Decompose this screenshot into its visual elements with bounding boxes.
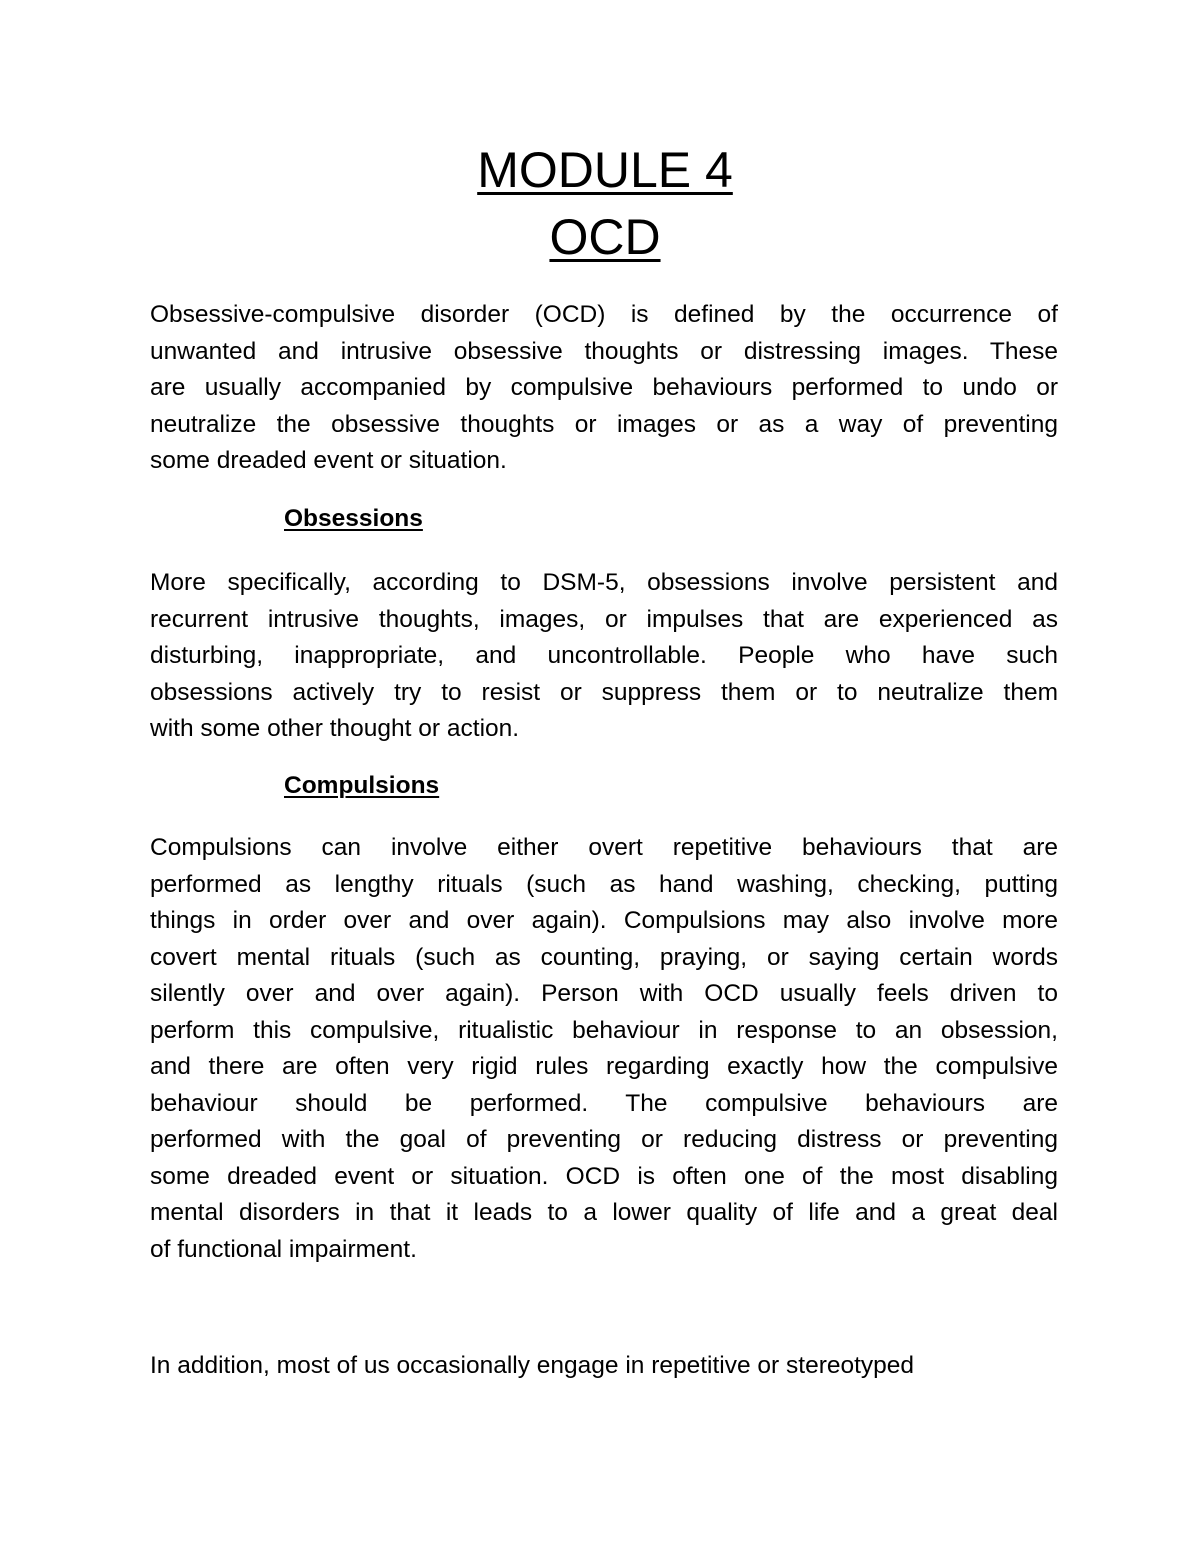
compulsions-line: behaviour should be performed. The compulsive behaviours are <box>150 1089 1058 1117</box>
obsessions-line: recurrent intrusive thoughts, images, or impulses that are experienced as <box>150 605 1058 633</box>
compulsions-line: performed as lengthy rituals (such as hand washing, checking, putting <box>150 870 1058 898</box>
module-title: MODULE 4 <box>477 142 733 198</box>
topic-title: OCD <box>549 209 661 265</box>
intro-line: unwanted and intrusive obsessive thoughts or distressing images. These <box>150 337 1058 365</box>
addition-line: In addition, most of us occasionally engage in repetitive or stereotyped <box>150 1352 915 1379</box>
obsessions-heading: Obsessions <box>284 505 423 532</box>
addition-paragraph <box>150 1348 1058 1385</box>
compulsions-line: silently over and over again). Person with OCD usually feels driven to <box>150 980 1058 1007</box>
compulsions-paragraph <box>150 830 1058 1268</box>
obsessions-paragraph <box>150 565 1058 748</box>
compulsions-line: performed with the goal of preventing or reducing distress or preventing <box>150 1126 1058 1153</box>
obsessions-line: More specifically, according to DSM-5, obsessions involve persistent and <box>150 569 1058 596</box>
obsessions-line: obsessions actively try to resist or suppress them or to neutralize them <box>150 678 1058 706</box>
compulsions-line: Compulsions can involve either overt repetitive behaviours that are <box>150 834 1058 861</box>
obsessions-line: disturbing, inappropriate, and uncontrollable. People who have such <box>150 642 1058 669</box>
compulsions-heading: Compulsions <box>284 772 440 799</box>
intro-line: Obsessive-compulsive disorder (OCD) is defined by the occurrence of <box>150 301 1058 328</box>
compulsions-line: and there are often very rigid rules regarding exactly how the compulsive <box>150 1053 1058 1080</box>
compulsions-line: perform this compulsive, ritualistic behaviour in response to an obsession, <box>150 1016 1058 1044</box>
compulsions-line: covert mental rituals (such as counting, praying, or saying certain words <box>150 943 1058 971</box>
compulsions-line: some dreaded event or situation. OCD is often one of the most disabling <box>150 1162 1058 1190</box>
obsessions-line: with some other thought or action. <box>150 715 520 742</box>
intro-line: neutralize the obsessive thoughts or images or as a way of preventing <box>150 410 1058 438</box>
compulsions-line: of functional impairment. <box>150 1235 417 1263</box>
compulsions-line: mental disorders in that it leads to a lower quality of life and a great deal <box>150 1199 1058 1226</box>
intro-paragraph <box>150 297 1058 480</box>
compulsions-line: things in order over and over again). Compulsions may also involve more <box>150 907 1058 934</box>
intro-line: are usually accompanied by compulsive behaviours performed to undo or <box>150 374 1058 401</box>
intro-line: some dreaded event or situation. <box>150 447 507 474</box>
